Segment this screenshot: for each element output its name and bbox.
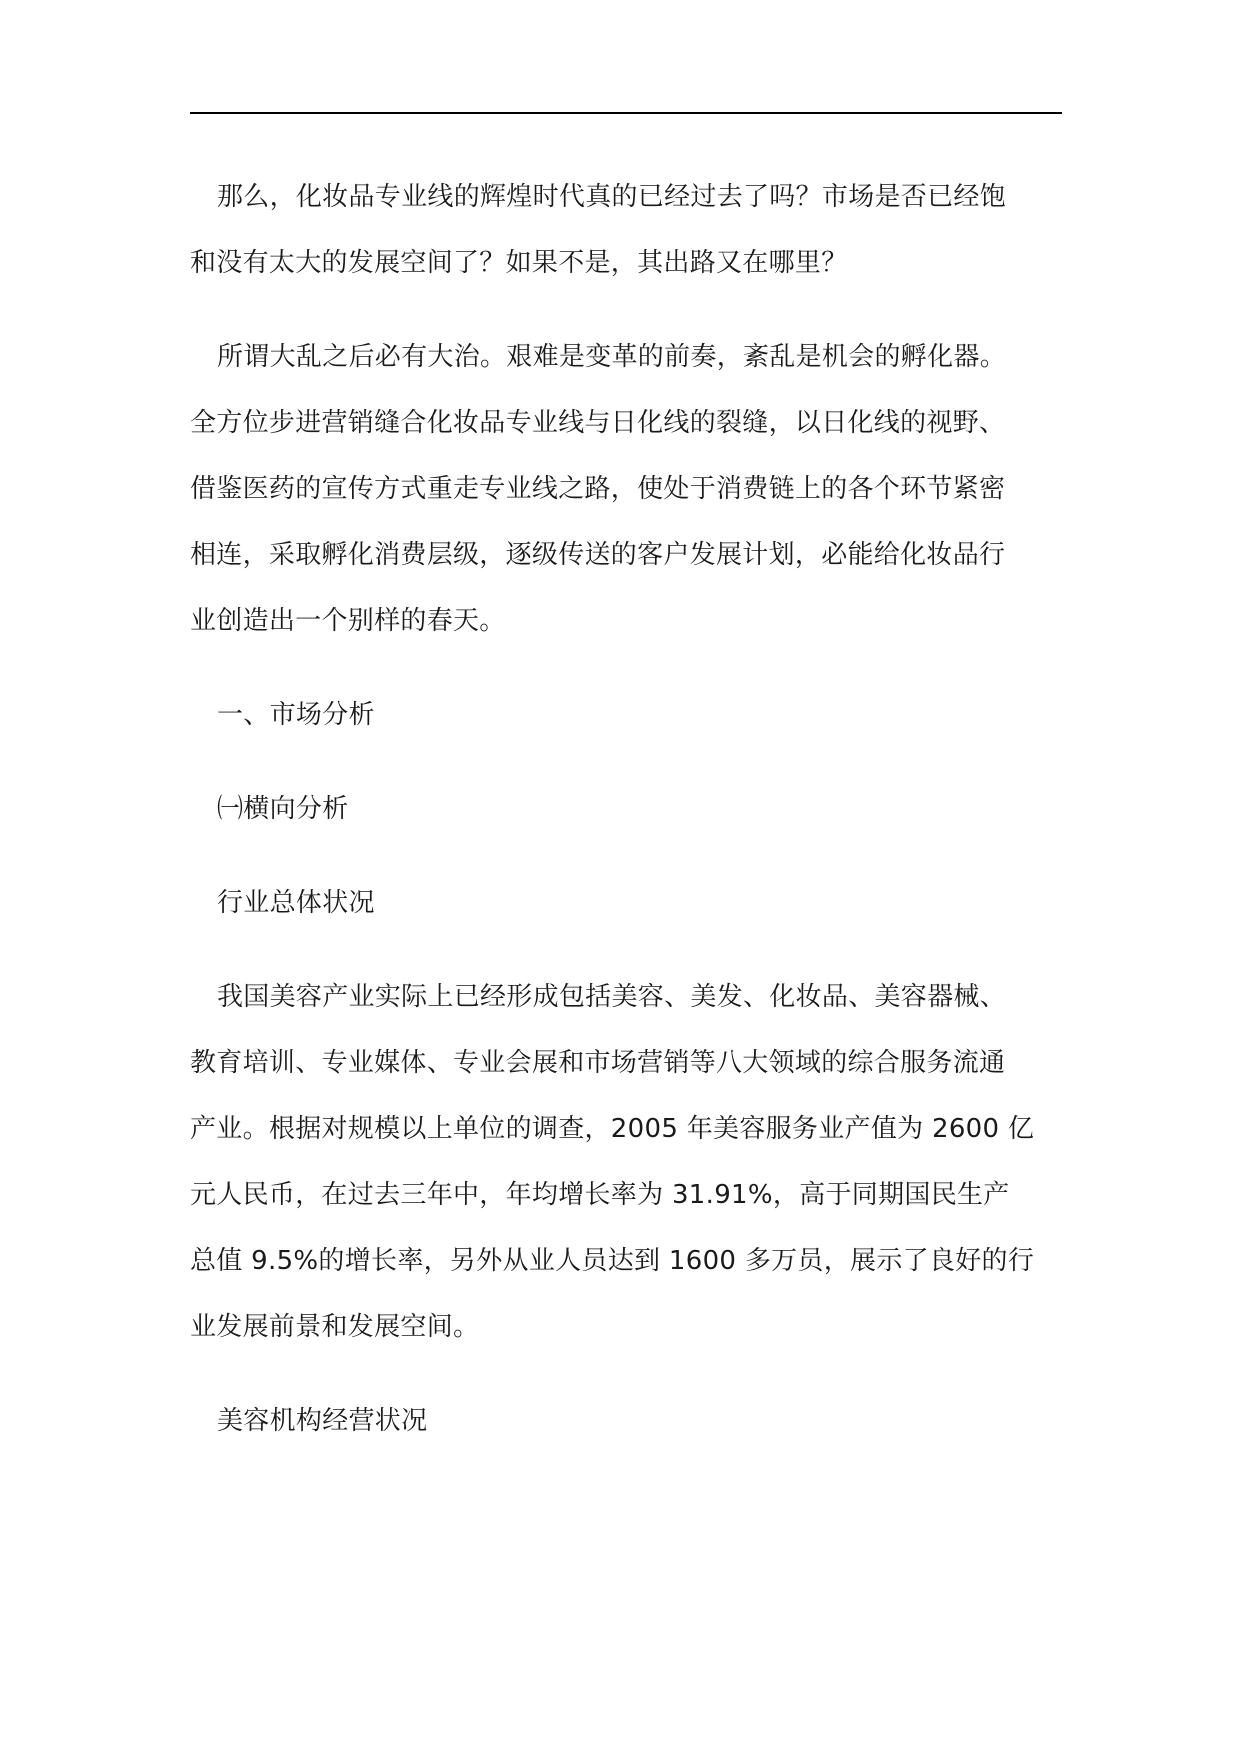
paragraph-industry-data [190, 964, 1070, 1360]
section-heading-market-analysis: 一、市场分析 [217, 700, 375, 730]
paragraph-strategy [190, 324, 1070, 654]
header-rule [190, 112, 1062, 114]
document-body [190, 164, 1070, 1454]
text-line: 全方位步进营销缝合化妆品专业线与日化线的裂缝，以日化线的视野、 [190, 408, 1006, 438]
text-line: 相连，采取孵化消费层级，逐级传送的客户发展计划，必能给化妆品行 [190, 540, 1006, 570]
subsection-heading-horizontal-analysis: ㈠横向分析 [217, 794, 349, 824]
text-line: 借鉴医药的宣传方式重走专业线之路，使处于消费链上的各个环节紧密 [190, 474, 1006, 504]
text-line: 那么，化妆品专业线的辉煌时代真的已经过去了吗？市场是否已经饱 [217, 182, 1007, 212]
subheading-industry-overview: 行业总体状况 [217, 888, 375, 918]
text-line: 元人民币，在过去三年中，年均增长率为 31.91%，高于同期国民生产 [190, 1180, 1010, 1210]
text-line: 和没有太大的发展空间了？如果不是，其出路又在哪里？ [190, 248, 848, 278]
text-line: 所谓大乱之后必有大治。艰难是变革的前奏，紊乱是机会的孵化器。 [217, 342, 1007, 372]
subheading-beauty-institution-operations: 美容机构经营状况 [217, 1406, 428, 1436]
text-line: 业发展前景和发展空间。 [190, 1312, 480, 1342]
text-line: 总值 9.5%的增长率，另外从业人员达到 1600 多万员，展示了良好的行 [190, 1246, 1035, 1276]
paragraph-intro-question [190, 164, 1070, 296]
text-line: 我国美容产业实际上已经形成包括美容、美发、化妆品、美容器械、 [217, 982, 1007, 1012]
text-line: 教育培训、专业媒体、专业会展和市场营销等八大领域的综合服务流通 [190, 1048, 1006, 1078]
text-line: 产业。根据对规模以上单位的调查，2005 年美容服务业产值为 2600 亿 [190, 1114, 1035, 1144]
text-line: 业创造出一个别样的春天。 [190, 606, 506, 636]
